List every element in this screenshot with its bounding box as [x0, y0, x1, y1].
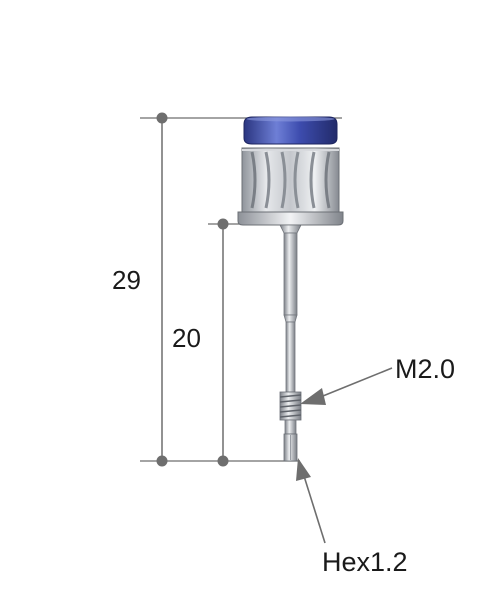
callout-hex-leader — [296, 458, 325, 543]
thread-section — [280, 392, 301, 420]
dimension-dot-top — [157, 113, 168, 124]
shaft-neck — [285, 420, 296, 434]
hex-tip-label: Hex1.2 — [322, 547, 408, 577]
hex-tip — [284, 434, 297, 461]
thread-label: M2.0 — [395, 354, 456, 384]
shaft-lower — [286, 322, 295, 392]
dimension-label-overall: 29 — [112, 265, 141, 295]
blue-cap — [244, 117, 337, 145]
thread-arrowhead — [300, 388, 326, 405]
shaft-taper — [284, 315, 297, 322]
screwdriver — [238, 117, 343, 462]
flange — [238, 212, 343, 225]
collar — [280, 225, 301, 233]
callout-thread-leader — [300, 368, 392, 405]
dimension-dot-flange — [218, 219, 229, 230]
dimension-shaft — [208, 219, 240, 467]
shaft-upper — [284, 233, 297, 315]
knurled-handle — [242, 148, 339, 212]
hex-arrowhead — [296, 458, 311, 481]
dimension-label-shaft: 20 — [172, 323, 201, 353]
